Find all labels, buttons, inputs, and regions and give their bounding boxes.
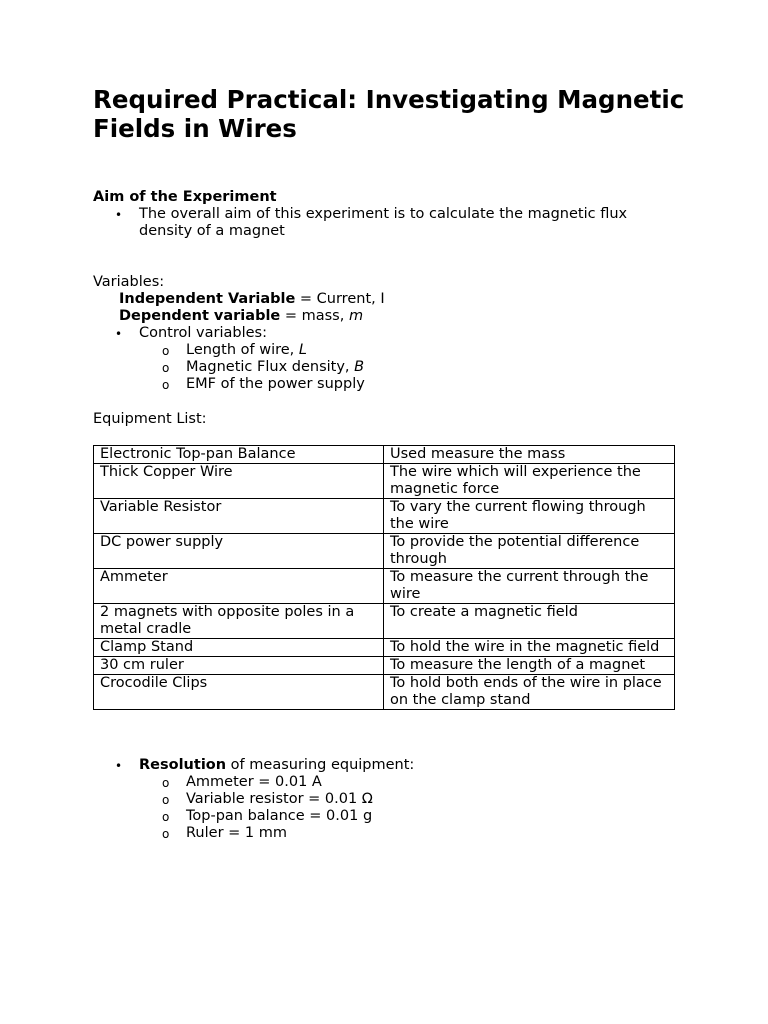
table-row (94, 499, 675, 534)
dependent-variable-symbol: m (348, 308, 364, 324)
bullet-icon: • (115, 759, 123, 773)
table-row (94, 675, 675, 710)
sub-bullet-icon: o (162, 776, 170, 790)
resolution-rest: of measuring equipment: (226, 757, 415, 773)
equipment-item: Ammeter (94, 569, 384, 604)
dependent-variable-value: = mass, (280, 308, 349, 324)
equipment-use: To vary the current flowing through the wire (384, 499, 675, 534)
sub-bullet-icon: o (162, 378, 170, 392)
resolution-heading (139, 757, 414, 774)
page-title: Required Practical: Investigating Magnetic Fields in Wires (93, 85, 685, 143)
control-variable-item: EMF of the power supply (186, 376, 365, 392)
control-variable-item: Length of wire, L (186, 342, 307, 358)
table-row (94, 604, 675, 639)
independent-variable-label: Independent Variable (119, 291, 296, 307)
resolution-item: Variable resistor = 0.01 Ω (186, 791, 373, 807)
resolution-item: Top-pan balance = 0.01 g (186, 808, 373, 824)
equipment-heading: Equipment List: (93, 411, 207, 427)
equipment-use: To create a magnetic field (384, 604, 675, 639)
equipment-use: The wire which will experience the magnetic force (384, 464, 675, 499)
table-row (94, 464, 675, 499)
resolution-item: Ammeter = 0.01 A (186, 774, 322, 790)
resolution-label: Resolution (139, 757, 227, 773)
control-variable-item: Magnetic Flux density, B (186, 359, 365, 375)
equipment-item: Electronic Top-pan Balance (94, 446, 384, 464)
aim-bullet-text: The overall aim of this experiment is to calculate the magnetic flux density of a magnet (139, 206, 628, 239)
equipment-item: Thick Copper Wire (94, 464, 384, 499)
equipment-table (93, 445, 675, 710)
equipment-use: To hold the wire in the magnetic field (384, 639, 675, 657)
equipment-use: To hold both ends of the wire in place on the clamp stand (384, 675, 675, 710)
sub-bullet-icon: o (162, 361, 170, 375)
sub-bullet-icon: o (162, 810, 170, 824)
equipment-use: To measure the length of a magnet (384, 657, 675, 675)
equipment-item: Variable Resistor (94, 499, 384, 534)
table-row (94, 446, 675, 464)
sub-bullet-icon: o (162, 827, 170, 841)
equipment-use: Used measure the mass (384, 446, 675, 464)
table-row (94, 657, 675, 675)
aim-heading: Aim of the Experiment (93, 189, 277, 205)
variables-heading: Variables: (93, 274, 165, 290)
independent-variable-value: = Current, I (295, 291, 385, 307)
equipment-use: To measure the current through the wire (384, 569, 675, 604)
table-row (94, 569, 675, 604)
dependent-variable-label: Dependent variable (119, 308, 281, 324)
independent-variable (119, 291, 385, 308)
bullet-icon: • (115, 327, 123, 341)
equipment-item: 2 magnets with opposite poles in a metal cradle (94, 604, 384, 639)
equipment-use: To provide the potential difference through (384, 534, 675, 569)
equipment-item: DC power supply (94, 534, 384, 569)
equipment-item: Clamp Stand (94, 639, 384, 657)
table-row (94, 639, 675, 657)
control-variables-label: Control variables: (139, 325, 267, 341)
dependent-variable (119, 308, 363, 325)
equipment-item: 30 cm ruler (94, 657, 384, 675)
sub-bullet-icon: o (162, 344, 170, 358)
bullet-icon: • (115, 208, 123, 222)
table-row (94, 534, 675, 569)
resolution-item: Ruler = 1 mm (186, 825, 287, 841)
equipment-item: Crocodile Clips (94, 675, 384, 710)
sub-bullet-icon: o (162, 793, 170, 807)
